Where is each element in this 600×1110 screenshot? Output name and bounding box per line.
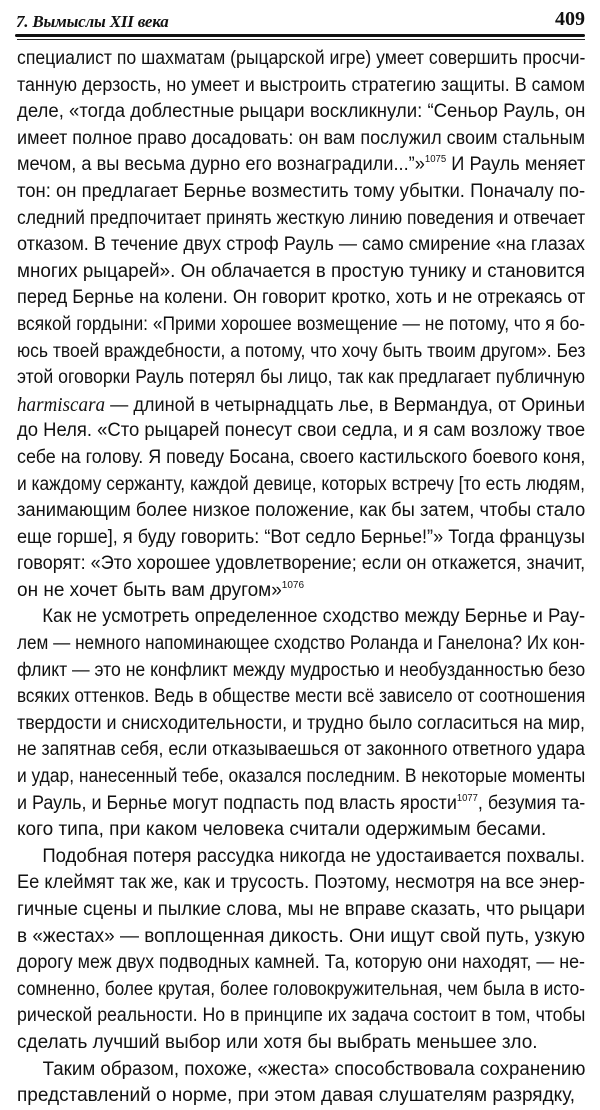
text-line: перед Бернье на колени. Он говорит кротко, хоть и не отрекаясь от: [17, 287, 586, 309]
text-line: мечом, а вы весьма дурно его вознаградили...”»$^{1075}$ И Рауль меняет: [17, 154, 586, 176]
footnote-ref: 1076: [281, 579, 305, 591]
text-line: дорогу меж двух подводных камней. Та, которую они находят, — не-: [17, 952, 585, 974]
paragraph: [17, 46, 585, 604]
text-line: сделать лучший выбор или хотя бы выбрать меньшее зло.: [17, 1031, 538, 1053]
text-line: еще горше], я буду говорить: “Вот седло Бернье!”» Тогда французы: [17, 526, 585, 548]
text-line: себе на голову. Я поведу Босана, своего кастильского боевого коня,: [17, 446, 586, 468]
text-line: гичные сцены и пылкие слова, мы не вправе сказать, что рыцари: [17, 899, 585, 920]
paragraph: [17, 844, 585, 1057]
footnote-ref: 1077: [456, 792, 478, 804]
text-line: кого типа, при каком человека считали одержимым бесами.: [17, 819, 547, 841]
text-line: следний предпочитает принять жесткую линию поведения и отвечает: [17, 207, 586, 229]
text-line: в «жестах» — воплощенная дикость. Они ищут свой путь, узкую: [17, 925, 585, 947]
text-line: твердости и снисходительности, и трудно было согласиться на мир,: [17, 712, 586, 734]
text-line: и каждому сержанту, каждой девице, которых встречу [то есть людям,: [17, 473, 585, 495]
text-line: многих рыцарей». Он облачается в простую тунику и становится: [17, 260, 585, 282]
text-line: специалист по шахматам (рыцарской игре) умеет совершить просчи-: [17, 48, 586, 69]
text-line: harmiscara — длиной в четырнадцать лье, в Вермандуа, от Ориньи: [17, 393, 585, 416]
body-text: [17, 46, 585, 1110]
text-line: говорят: «Это хорошее удовлетворение; если он откажется, значит,: [17, 553, 586, 575]
header-rule-thick: [15, 34, 585, 37]
text-line: танную дерзость, но умеет и выстроить стратегию защиты. В самом: [17, 74, 585, 96]
text-line: представлений о норме, при этом давая слушателям разрядку,: [17, 1085, 576, 1107]
text-line: сомненно, более крутая, более головокружительная, чем была в исто-: [17, 978, 585, 1000]
text-line: и Рауль, и Бернье могут подпасть под власть ярости$^{1077}$, безумия та-: [17, 792, 586, 814]
text-line: деле, «тогда доблестные рыцари воскликнули: “Сеньор Рауль, он: [17, 101, 586, 123]
text-line: лем — немного напоминающее сходство Роланда и Ганелона? Их кон-: [17, 633, 585, 655]
text-line: и удар, нанесенный тебе, оказался последним. В некоторые моменты: [17, 766, 586, 788]
text-line: имеет полное право досадовать: он вам послужил своим стальным: [17, 127, 585, 149]
text-line: всяких оттенков. Ведь в обществе мести всё зависело от соотношения: [17, 686, 586, 708]
text-line: не запятнав себя, если отказываешься от законного ответного удара: [17, 739, 585, 761]
text-line: этой оговорки Рауль потерял бы лицо, так как предлагает публичную: [17, 367, 585, 389]
page-number: 409: [555, 8, 585, 30]
text-line: Ее клеймят так же, как и трусость. Поэтому, несмотря на все энер-: [17, 872, 585, 894]
text-line: рической реальности. Но в принципе их задача состоит в том, чтобы: [17, 1005, 586, 1027]
text-line: Как не усмотреть определенное сходство между Бернье и Рау-: [42, 606, 586, 628]
text-line: занимающим более низкое положение, как бы затем, чтобы стало: [17, 500, 586, 522]
text-line: всякой гордыни: «Прими хорошее возмещение — не потому, что я бо-: [17, 313, 585, 335]
text-line: Таким образом, похоже, «жеста» способствовала сохранению: [42, 1058, 586, 1080]
text-line: Подобная потеря рассудка никогда не удостаивается похвалы.: [42, 845, 585, 867]
italic-term: harmiscara: [17, 393, 106, 416]
text-line: фликт — это не конфликт между мудростью и необузданностью безо: [17, 659, 586, 681]
text-line: тон: он предлагает Бернье возместить тому убытки. Поначалу по-: [17, 180, 586, 202]
paragraph: [17, 604, 585, 843]
text-line: юсь твоей враждебности, а потому, что хочу быть твоим другом». Без: [17, 340, 586, 362]
text-line: до Неля. «Сто рыцарей понесут свои седла, и я сам возложу твое: [17, 420, 586, 442]
paragraph: [17, 1057, 585, 1110]
running-head: [16, 8, 585, 32]
chapter-title: 7. Вымыслы XII века: [16, 12, 169, 31]
footnote-ref: 1075: [424, 154, 447, 166]
text-line: он не хочет быть вам другом»$^{1076}$: [17, 579, 305, 601]
text-line: отказом. В течение двух строф Рауль — само смирение «на глазах: [17, 234, 585, 256]
header-rule-thin: [17, 39, 585, 40]
